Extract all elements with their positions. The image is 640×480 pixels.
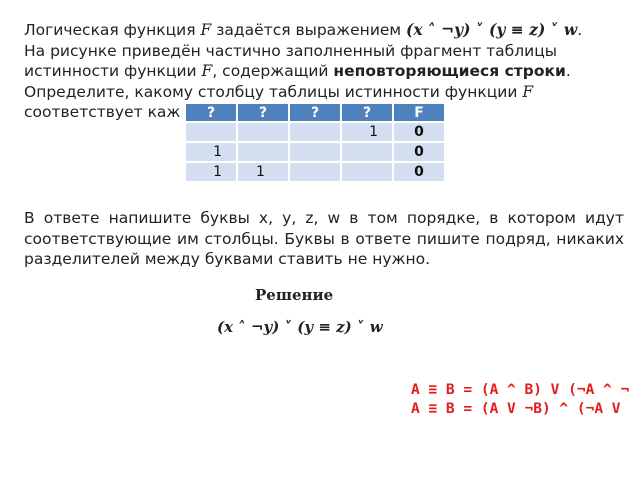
table-cell	[289, 162, 341, 182]
equivalence-note-1: A ≡ B = (A ^ B) V (¬A ^ ¬	[411, 382, 630, 398]
text-fragment: .	[565, 62, 571, 80]
table-cell	[289, 142, 341, 162]
function-name: F	[522, 82, 534, 101]
answer-instruction: В ответе напишите буквы x, y, z, w в том порядке, в котором идут соответствующие им столбцы. Буквы в ответе пишите подряд, никаких разделителей между буквами ставить не нужно.	[24, 209, 624, 268]
table-cell	[185, 122, 237, 142]
emphasis-text: неповторяющиеся строки	[333, 62, 566, 80]
solution-title: Решение	[255, 286, 334, 304]
header-cell: ?	[185, 103, 237, 122]
table-cell-f: 0	[393, 142, 445, 162]
table-cell-f: 0	[393, 122, 445, 142]
text-fragment: задаётся выражением	[211, 21, 407, 39]
header-cell: ?	[237, 103, 289, 122]
text-fragment: Определите, какому столбцу таблицы истинности функции	[24, 82, 523, 101]
text-fragment: , содержащий	[212, 62, 334, 80]
table-cell: 1	[185, 142, 237, 162]
table-cell: 1	[237, 162, 289, 182]
header-cell-f: F	[393, 103, 445, 122]
problem-line-5: соответствует каж	[24, 103, 181, 121]
problem-line-3	[24, 61, 624, 82]
table-cell	[237, 142, 289, 162]
function-name: F	[200, 21, 212, 39]
equivalence-note-2: A ≡ B = (A V ¬B) ^ (¬A V	[411, 401, 621, 417]
header-cell: ?	[341, 103, 393, 122]
text-fragment: истинности функции	[24, 62, 202, 80]
problem-line-4	[24, 82, 624, 103]
table-cell	[341, 142, 393, 162]
table-cell: 1	[341, 122, 393, 142]
function-name: F	[201, 62, 213, 80]
table-cell	[289, 122, 341, 142]
table-row	[185, 122, 445, 142]
table-cell: 1	[185, 162, 237, 182]
problem-line-2: На рисунке приведён частично заполненный фрагмент таблицы	[24, 41, 558, 60]
table-row	[185, 142, 445, 162]
truth-table-header-row	[185, 103, 445, 122]
problem-line-1	[24, 20, 624, 41]
table-row	[185, 162, 445, 182]
text-fragment: Логическая функция	[24, 21, 201, 39]
header-cell: ?	[289, 103, 341, 122]
function-expression: (x ˄ ¬y) ˅ (y ≡ z) ˅ w	[406, 20, 578, 39]
text-fragment: .	[577, 21, 583, 39]
solution-formula: (x ˄ ¬y) ˅ (y ≡ z) ˅ w	[217, 318, 383, 336]
table-cell	[341, 162, 393, 182]
truth-table	[184, 102, 446, 183]
table-cell	[237, 122, 289, 142]
table-cell-f: 0	[393, 162, 445, 182]
